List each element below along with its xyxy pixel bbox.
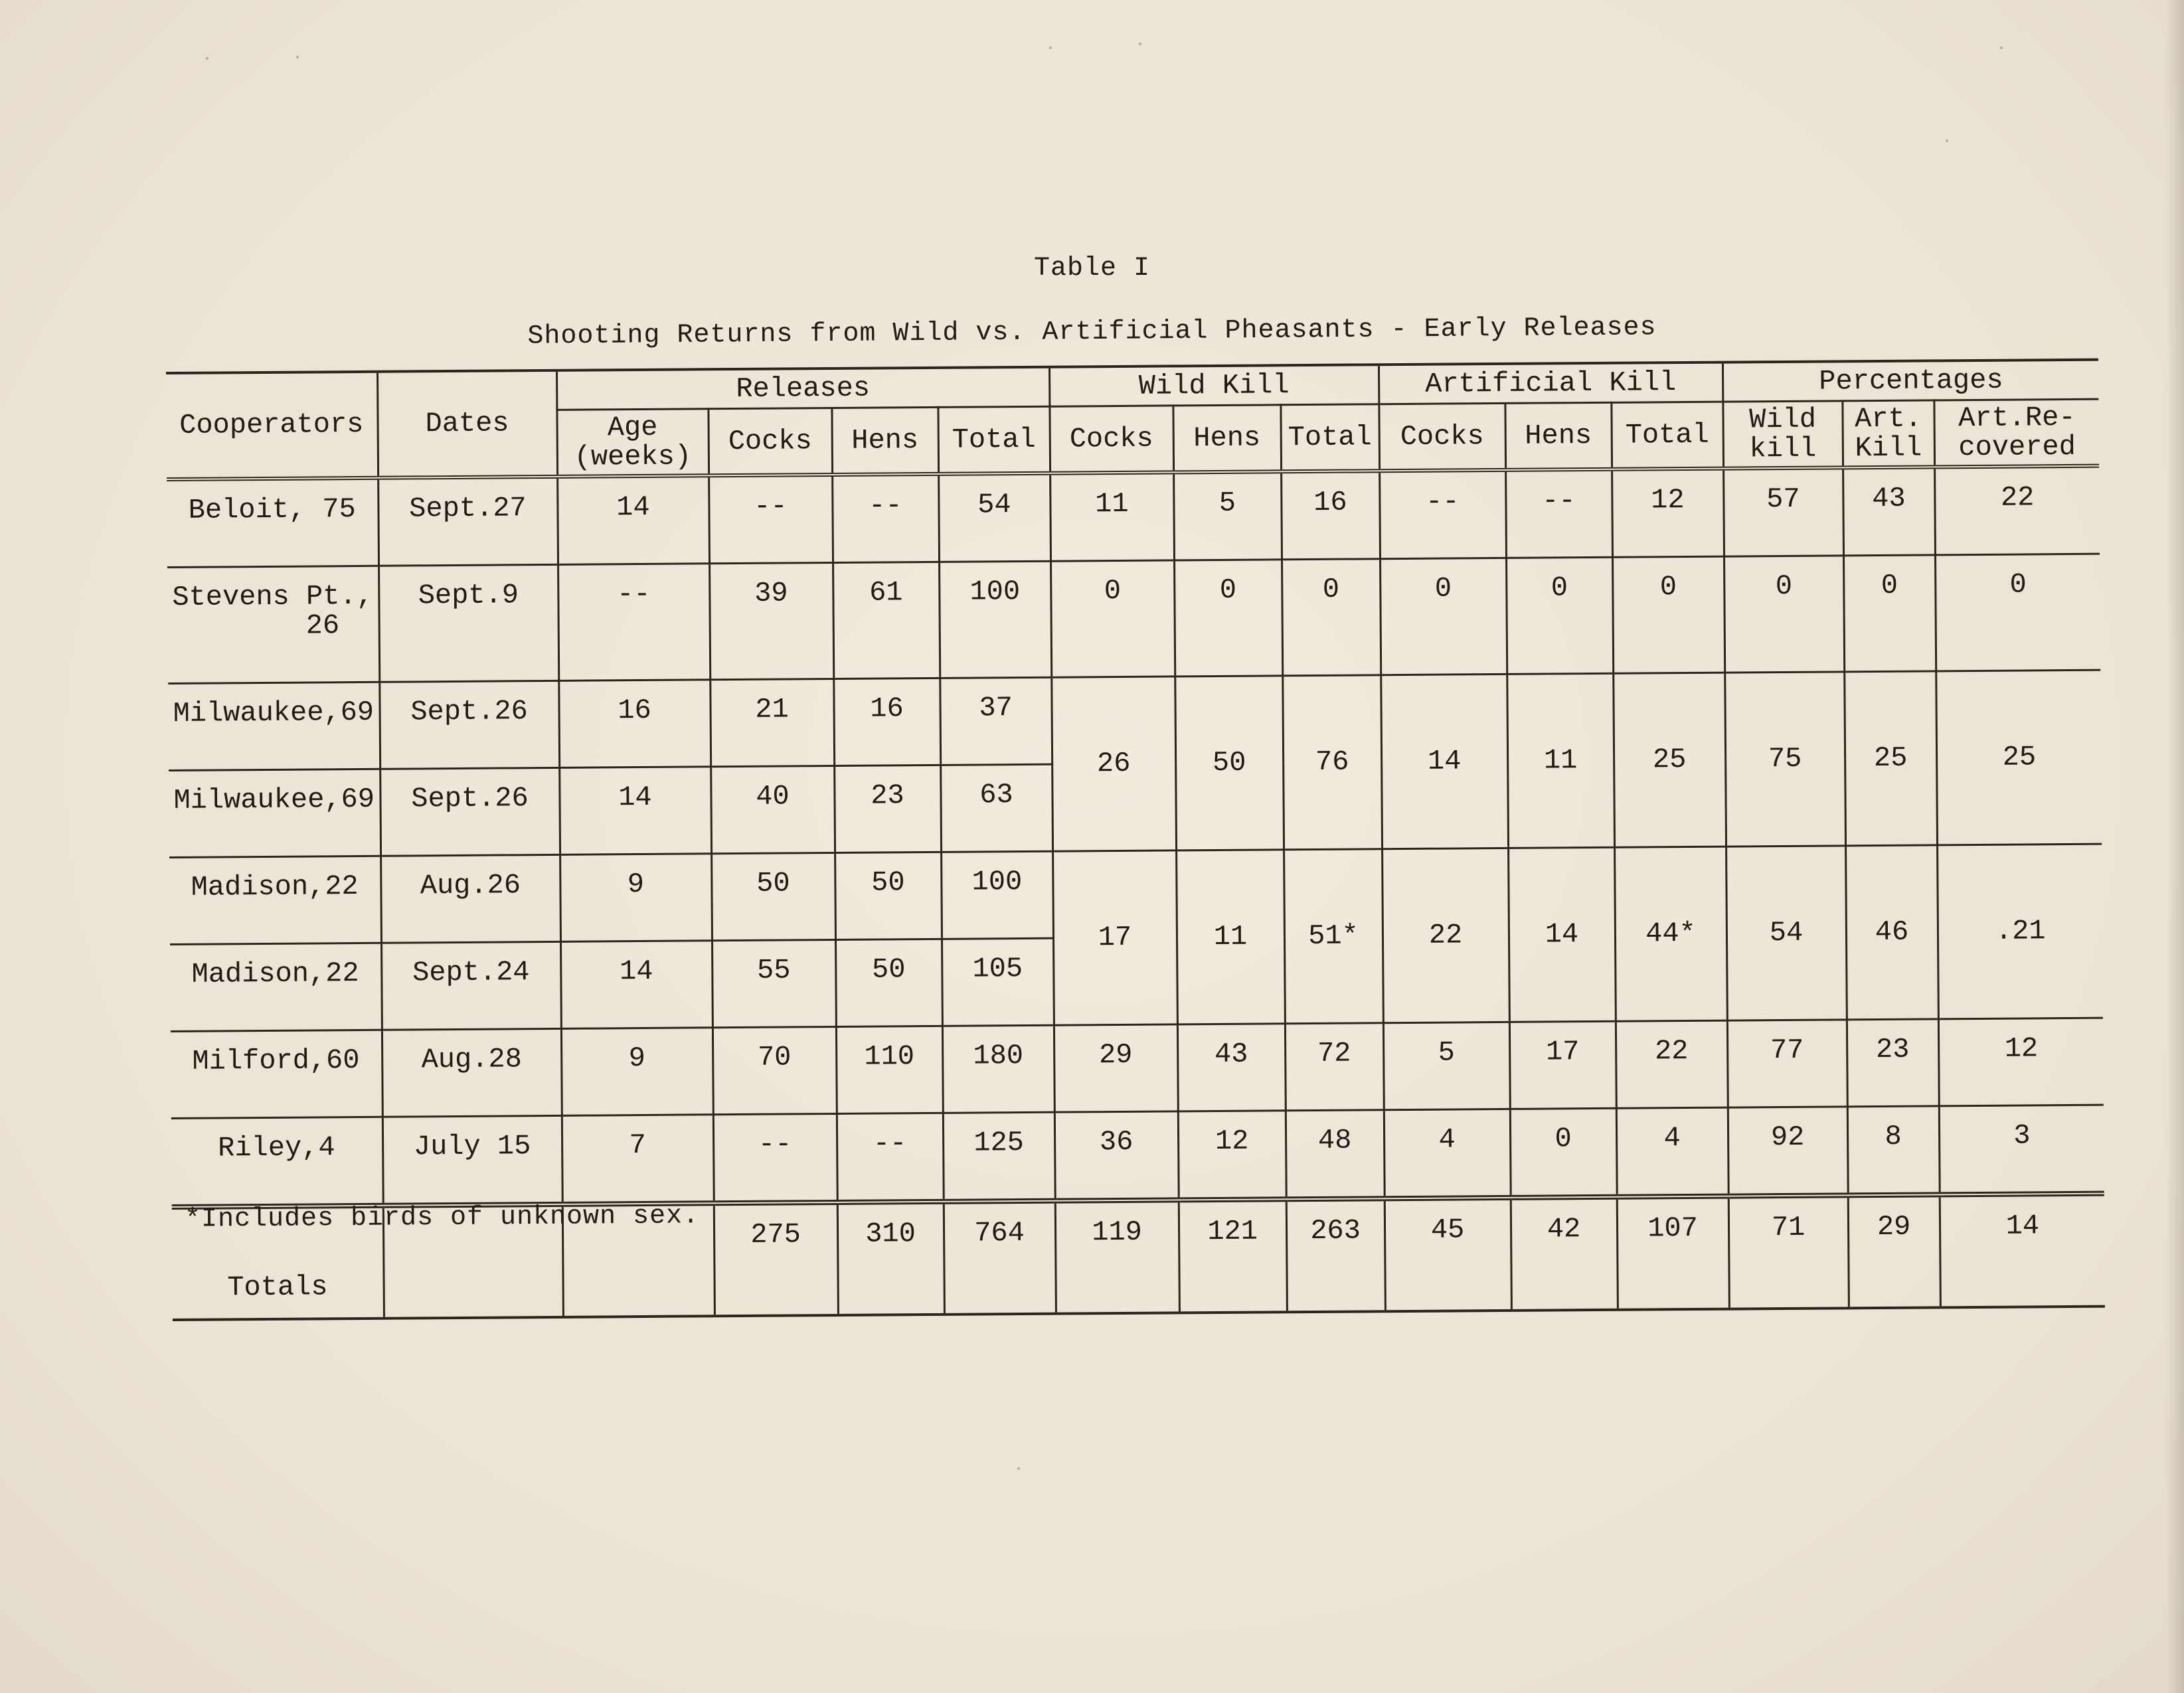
cooperator-cell: Milford,60 bbox=[171, 1030, 382, 1118]
date-cell: July 15 bbox=[382, 1115, 562, 1205]
age-cell: 14 bbox=[557, 475, 709, 564]
table-title: Table I bbox=[1033, 254, 1151, 283]
artificial-total-cell: 44* bbox=[1614, 846, 1727, 1021]
wild-hens-cell: 50 bbox=[1175, 676, 1284, 850]
table-container bbox=[166, 359, 2105, 1321]
pct-recovered-cell: 22 bbox=[1934, 466, 2100, 555]
header-wild-cocks: Cocks bbox=[1049, 406, 1173, 473]
header-release-hens: Hens bbox=[831, 407, 938, 475]
artificial-hens-cell: 0 bbox=[1510, 1108, 1617, 1198]
pct-art-cell: 43 bbox=[1843, 467, 1935, 555]
wild-cocks-cell: 29 bbox=[1054, 1024, 1178, 1112]
paper-speck bbox=[206, 57, 209, 60]
wild-total-cell: 51* bbox=[1284, 849, 1383, 1024]
artificial-total-cell: 25 bbox=[1613, 673, 1726, 847]
pct-wild-cell: 92 bbox=[1728, 1107, 1848, 1196]
release-total-cell: 54 bbox=[938, 473, 1050, 562]
totals-label: Totals bbox=[172, 1206, 384, 1320]
header-artificial-kill: Artificial Kill bbox=[1379, 363, 1722, 404]
release-cocks-cell: 40 bbox=[711, 766, 835, 853]
date-cell: Aug.26 bbox=[380, 854, 560, 943]
paper-speck bbox=[296, 56, 299, 58]
artificial-hens-cell: 0 bbox=[1506, 557, 1613, 674]
pct-art-cell: 0 bbox=[1843, 555, 1936, 672]
release-total-cell: 37 bbox=[940, 677, 1052, 765]
age-cell: 14 bbox=[559, 767, 711, 855]
release-total-cell: 100 bbox=[941, 851, 1053, 939]
totals-wild-total: 263 bbox=[1286, 1198, 1385, 1312]
release-hens-cell: 50 bbox=[835, 852, 942, 939]
table-row bbox=[167, 554, 2100, 683]
table-row bbox=[168, 670, 2101, 770]
artificial-cocks-cell: 0 bbox=[1380, 558, 1507, 675]
header-wild-total: Total bbox=[1280, 404, 1379, 472]
release-cocks-cell: 70 bbox=[713, 1026, 837, 1114]
release-hens-cell: 23 bbox=[834, 765, 941, 852]
table-row bbox=[167, 466, 2100, 568]
artificial-cocks-cell: -- bbox=[1379, 470, 1506, 559]
release-cocks-cell: -- bbox=[713, 1113, 837, 1203]
age-cell: 14 bbox=[560, 941, 713, 1029]
paper-speck bbox=[1139, 42, 1141, 45]
pheasant-returns-table bbox=[166, 359, 2105, 1321]
artificial-hens-cell: -- bbox=[1505, 469, 1612, 558]
table-subtitle: Shooting Returns from Wild vs. Artificial Pheasants - Early Releases bbox=[527, 313, 1657, 352]
wild-cocks-cell: 0 bbox=[1050, 560, 1175, 677]
wild-hens-cell: 11 bbox=[1176, 850, 1285, 1024]
totals-wild-cocks: 119 bbox=[1055, 1200, 1179, 1313]
header-wild-hens: Hens bbox=[1173, 405, 1281, 473]
totals-pct-wild: 71 bbox=[1728, 1195, 1849, 1309]
artificial-hens-cell: 14 bbox=[1508, 847, 1616, 1022]
header-pct-wild-line2: kill bbox=[1749, 432, 1817, 465]
release-cocks-cell: 39 bbox=[709, 562, 833, 679]
wild-cocks-cell: 36 bbox=[1054, 1111, 1179, 1201]
release-hens-cell: -- bbox=[832, 474, 939, 563]
cooperator-cell: Madison,22 bbox=[169, 856, 381, 944]
age-cell: 16 bbox=[558, 680, 711, 768]
wild-total-cell: 16 bbox=[1281, 471, 1380, 560]
date-cell: Aug.28 bbox=[382, 1028, 562, 1117]
release-cocks-cell: 50 bbox=[711, 852, 835, 940]
artificial-cocks-cell: 22 bbox=[1382, 848, 1509, 1022]
cooperator-cell: Milwaukee,69 bbox=[169, 769, 380, 857]
artificial-total-cell: 4 bbox=[1616, 1107, 1728, 1197]
release-cocks-cell: 21 bbox=[710, 679, 834, 766]
paper-speck bbox=[1946, 139, 1948, 142]
cooperator-line1: Stevens Pt., bbox=[172, 580, 374, 613]
wild-hens-cell: 43 bbox=[1177, 1024, 1286, 1111]
pct-art-cell: 46 bbox=[1845, 845, 1938, 1020]
table-row bbox=[171, 1018, 2104, 1118]
artificial-total-cell: 0 bbox=[1612, 556, 1724, 673]
date-cell: Sept.26 bbox=[379, 681, 559, 769]
wild-total-cell: 48 bbox=[1286, 1110, 1385, 1200]
cooperator-line2: 26 bbox=[305, 609, 340, 642]
header-pct-rec-line2: covered bbox=[1958, 430, 2076, 464]
release-total-cell: 63 bbox=[940, 764, 1052, 852]
totals-release-cocks: 275 bbox=[714, 1202, 838, 1316]
pct-recovered-cell: .21 bbox=[1937, 844, 2103, 1019]
pct-wild-cell: 0 bbox=[1724, 556, 1844, 673]
paper-speck bbox=[2000, 46, 2003, 49]
date-cell: Sept.27 bbox=[378, 477, 558, 566]
totals-artificial-cocks: 45 bbox=[1385, 1198, 1511, 1311]
release-total-cell: 125 bbox=[943, 1112, 1055, 1202]
release-cocks-cell: -- bbox=[709, 475, 833, 564]
pct-art-cell: 8 bbox=[1847, 1106, 1940, 1195]
pct-recovered-cell: 12 bbox=[1938, 1018, 2104, 1106]
cooperator-cell: Beloit, 75 bbox=[167, 478, 378, 568]
wild-hens-cell: 5 bbox=[1173, 471, 1282, 560]
header-pct-art-recovered bbox=[1934, 399, 2099, 467]
release-hens-cell: 50 bbox=[835, 939, 942, 1026]
wild-cocks-cell: 26 bbox=[1051, 677, 1176, 851]
table-row bbox=[171, 1105, 2104, 1207]
wild-hens-cell: 12 bbox=[1178, 1111, 1286, 1200]
release-cocks-cell: 55 bbox=[712, 939, 836, 1027]
totals-wild-hens: 121 bbox=[1179, 1199, 1287, 1313]
header-cooperators: Cooperators bbox=[166, 372, 378, 479]
release-hens-cell: 16 bbox=[833, 678, 940, 766]
header-pct-art-kill bbox=[1842, 400, 1934, 467]
wild-total-cell: 76 bbox=[1282, 675, 1382, 850]
header-artificial-total: Total bbox=[1611, 402, 1723, 469]
table-footnote: *Includes birds of unknown sex. bbox=[184, 1201, 700, 1235]
cooperator-cell: Riley,4 bbox=[171, 1117, 383, 1207]
pct-recovered-cell: 25 bbox=[1936, 670, 2102, 845]
cooperator-cell: Milwaukee,69 bbox=[168, 682, 380, 770]
release-total-cell: 180 bbox=[942, 1025, 1054, 1113]
table-row bbox=[169, 844, 2102, 944]
wild-hens-cell: 0 bbox=[1174, 560, 1282, 677]
age-cell: 9 bbox=[561, 1028, 713, 1116]
wild-cocks-cell: 17 bbox=[1052, 850, 1177, 1025]
pct-art-cell: 23 bbox=[1847, 1019, 1939, 1107]
header-artificial-cocks: Cocks bbox=[1379, 403, 1505, 471]
totals-artificial-total: 107 bbox=[1617, 1196, 1729, 1310]
release-hens-cell: -- bbox=[837, 1113, 944, 1202]
cooperator-cell bbox=[167, 566, 379, 683]
pct-wild-cell: 57 bbox=[1723, 467, 1843, 556]
age-cell: 7 bbox=[562, 1115, 714, 1204]
wild-total-cell: 0 bbox=[1282, 559, 1381, 676]
pct-recovered-cell: 3 bbox=[1939, 1105, 2104, 1194]
artificial-hens-cell: 17 bbox=[1509, 1021, 1616, 1109]
release-total-cell: 100 bbox=[939, 561, 1051, 678]
pct-wild-cell: 75 bbox=[1724, 672, 1845, 846]
artificial-cocks-cell: 14 bbox=[1381, 674, 1508, 848]
pct-wild-cell: 77 bbox=[1727, 1020, 1847, 1107]
totals-pct-art: 29 bbox=[1848, 1194, 1940, 1308]
header-pct-art-line1: Art. bbox=[1855, 402, 1922, 436]
header-release-total: Total bbox=[938, 406, 1050, 474]
pct-wild-cell: 54 bbox=[1726, 846, 1847, 1020]
date-cell: Sept.26 bbox=[380, 767, 560, 856]
artificial-cocks-cell: 4 bbox=[1384, 1109, 1511, 1198]
age-cell: -- bbox=[558, 564, 710, 681]
artificial-total-cell: 12 bbox=[1612, 469, 1724, 558]
header-dates: Dates bbox=[377, 370, 557, 478]
totals-artificial-hens: 42 bbox=[1511, 1197, 1618, 1311]
wild-total-cell: 72 bbox=[1285, 1023, 1384, 1111]
pct-art-cell: 25 bbox=[1844, 671, 1937, 846]
header-pct-wild-line1: Wild bbox=[1749, 403, 1817, 436]
pct-recovered-cell: 0 bbox=[1935, 554, 2100, 671]
header-artificial-hens: Hens bbox=[1505, 402, 1612, 470]
header-age-line2: (weeks) bbox=[574, 440, 692, 473]
age-cell: 9 bbox=[560, 854, 712, 942]
date-cell: Sept.9 bbox=[378, 564, 558, 682]
header-pct-art-line2: Kill bbox=[1855, 432, 1922, 465]
wild-cocks-cell: 11 bbox=[1050, 472, 1174, 561]
artificial-total-cell: 22 bbox=[1616, 1020, 1728, 1108]
totals-pct-recovered: 14 bbox=[1940, 1194, 2105, 1308]
totals-release-hens: 310 bbox=[837, 1202, 944, 1315]
header-age bbox=[556, 409, 709, 477]
header-release-cocks: Cocks bbox=[708, 408, 832, 476]
release-hens-cell: 61 bbox=[833, 562, 940, 679]
paper-speck bbox=[1017, 1467, 1020, 1470]
header-wild-kill: Wild Kill bbox=[1049, 364, 1379, 406]
release-hens-cell: 110 bbox=[836, 1026, 943, 1113]
totals-release-total: 764 bbox=[944, 1201, 1056, 1315]
header-age-line1: Age bbox=[607, 411, 658, 444]
header-releases: Releases bbox=[556, 367, 1049, 410]
release-total-cell: 105 bbox=[942, 938, 1054, 1026]
header-percentages: Percentages bbox=[1722, 360, 2098, 402]
artificial-hens-cell: 11 bbox=[1507, 673, 1614, 848]
date-cell: Sept.24 bbox=[381, 941, 561, 1030]
paper-speck bbox=[1049, 46, 1052, 49]
header-pct-wild-kill bbox=[1722, 401, 1843, 469]
artificial-cocks-cell: 5 bbox=[1383, 1022, 1510, 1109]
cooperator-cell: Madison,22 bbox=[170, 943, 382, 1031]
header-pct-rec-line1: Art.Re- bbox=[1958, 401, 2076, 435]
